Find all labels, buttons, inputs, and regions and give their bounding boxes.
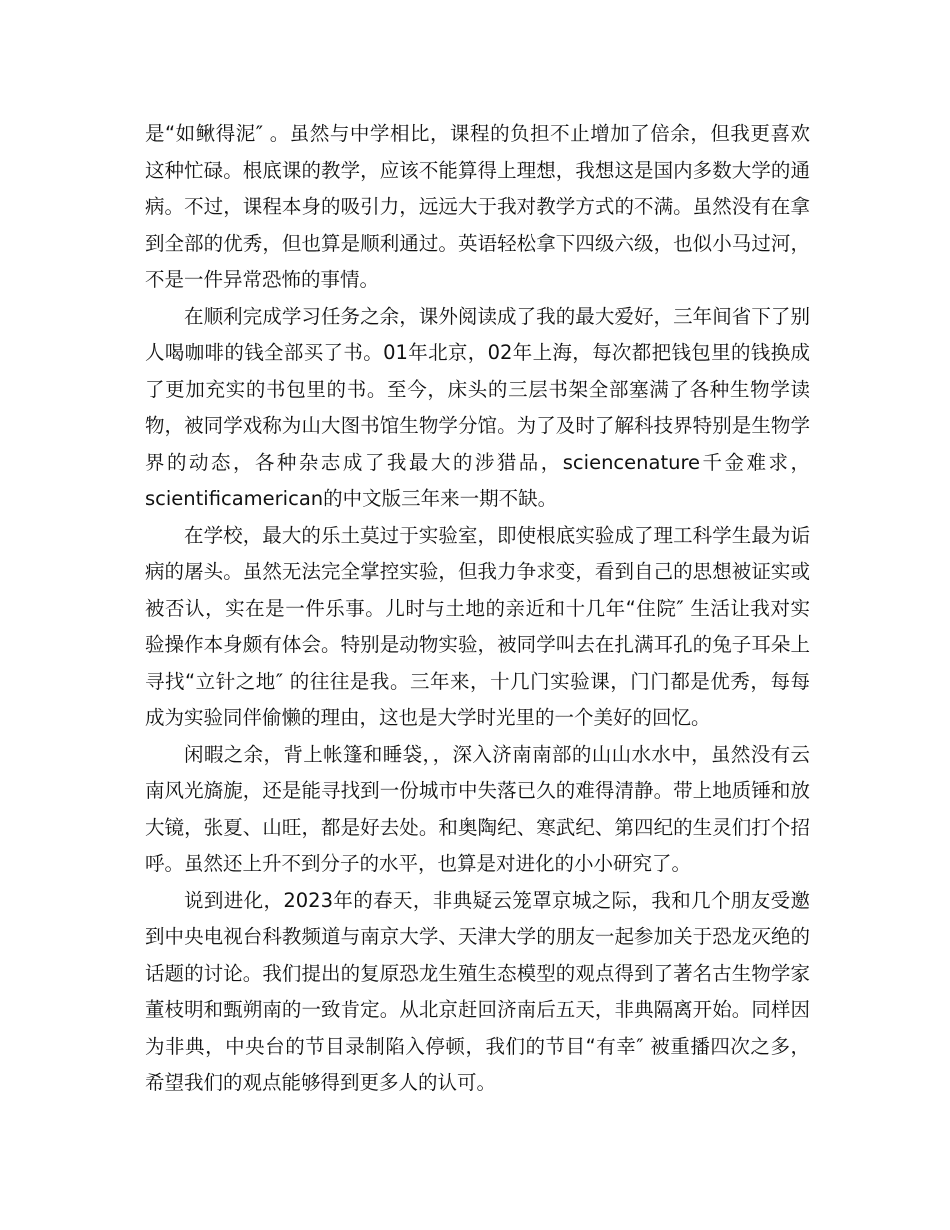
paragraph-5: 说到进化，2023年的春天，非典疑云笼罩京城之际，我和几个朋友受邀到中央电视台科教频道与南京大学、天津大学的朋友一起参加关于恐龙灭绝的话题的讨论。我们提出的复原恐龙生殖生态模型的观点得到了著名古生物学家董枝明和甄朔南的一致肯定。从北京赶回济南后五天，非典隔离开始。同样因为非典，中央台的节目录制陷入停顿，我们的节目“有幸″ 被重播四次之多，希望我们的观点能够得到更多人的认可。 [145,888,810,1094]
document-body [145,116,810,1102]
paragraph-4: 闲暇之余，背上帐篷和睡袋，，深入济南南部的山山水水中，虽然没有云南风光旖旎，还是能寻找到一份城市中失落已久的难得清静。带上地质锤和放大镜，张夏、山旺，都是好去处。和奥陶纪、寒武纪、第四纪的生灵们打个招呼。虽然还上升不到分子的水平，也算是对进化的小小研究了。 [145,742,810,875]
paragraph-1: 是“如鳅得泥″ 。虽然与中学相比，课程的负担不止增加了倍余，但我更喜欢这种忙碌。根底课的教学，应该不能算得上理想，我想这是国内多数大学的通病。不过，课程本身的吸引力，远远大于我对教学方式的不满。虽然没有在拿到全部的优秀，但也算是顺利通过。英语轻松拿下四级六级，也似小马过河，不是一件异常恐怖的事情。 [145,122,810,291]
paragraph-3: 在学校，最大的乐土莫过于实验室，即使根底实验成了理工科学生最为诟病的屠头。虽然无法完全掌控实验，但我力争求变，看到自己的思想被证实或被否认，实在是一件乐事。儿时与土地的亲近和十几年“住院″ 生活让我对实验操作本身颇有体会。特别是动物实验，被同学叫去在扎满耳孔的兔子耳朵上寻找“立针之地″ 的往往是我。三年来，十几门实验课，门门都是优秀，每每成为实验同伴偷懒的理由，这也是大学时光里的一个美好的回忆。 [145,523,810,729]
paragraph-2: 在顺利完成学习任务之余，课外阅读成了我的最大爱好，三年间省下了别人喝咖啡的钱全部买了书。01年北京，02年上海，每次都把钱包里的钱换成了更加充实的书包里的书。至今，床头的三层书架全部塞满了各种生物学读物，被同学戏称为山大图书馆生物学分馆。为了及时了解科技界特别是生物学界的动态，各种杂志成了我最大的涉猎品，sciencenature千金难求，scientificamerican的中文版三年来一期不缺。 [145,304,810,510]
